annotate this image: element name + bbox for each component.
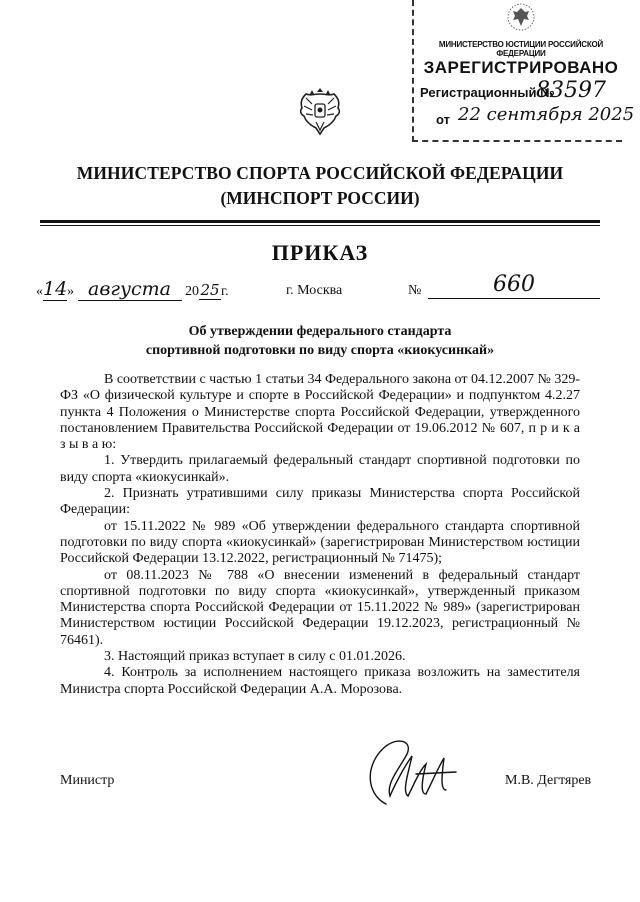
- subject-line-2: спортивной подготовки по виду спорта «киокусинкай»: [145, 343, 495, 358]
- stamp-status: ЗАРЕГИСТРИРОВАНО: [423, 58, 619, 77]
- signer-name: М.В. Дегтярев: [505, 773, 592, 788]
- body-paragraph: 4. Контроль за исполнением настоящего приказа возложить на заместителя Министра спорта Российской Федерации А.А. Морозова.: [60, 665, 580, 697]
- date-open-quote: «: [36, 284, 43, 299]
- body-paragraph: В соответствии с частью 1 статьи 34 Федерального закона от 04.12.2007 № 329-ФЗ «О физической культуре и спорте в Российской Федерации» и подпунктом 4.2.27 пункта 4 Положения о Министерстве спорта Российской Федерации, утвержденного постановлением Правительства Российской Федерации от 19.06.2012 № 607, п р и к а з ы в а ю:: [60, 372, 580, 453]
- order-subject: [60, 322, 580, 360]
- order-year-label: г.: [221, 284, 229, 299]
- body-paragraph: 2. Признать утратившими силу приказы Министерства спорта Российской Федерации:: [60, 486, 580, 518]
- handwritten-signature: [356, 734, 466, 814]
- body-paragraph: от 15.11.2022 № 989 «Об утверждении федерального стандарта спортивной подготовки по виду спорта «киокусинкай» (зарегистрирован Министерством юстиции Российской Федерации 13.12.2022, регистрационный № 71475);: [60, 518, 580, 567]
- order-city: г. Москва: [286, 283, 343, 298]
- order-number-label: №: [408, 283, 422, 298]
- stamp-date-prefix: от: [436, 112, 450, 127]
- header-divider-thin: [40, 225, 600, 226]
- stamp-ministry-name: МИНИСТЕРСТВО ЮСТИЦИИ РОССИЙСКОЙ ФЕДЕРАЦИИ: [438, 40, 604, 58]
- registration-stamp: [412, 0, 635, 142]
- stamp-registration-number: 83597: [536, 78, 606, 103]
- header-divider: [40, 220, 600, 223]
- stamp-registration-date: 22 сентября 2025: [458, 104, 635, 125]
- coat-of-arms-icon: [296, 84, 344, 138]
- order-year-prefix: 20: [185, 284, 199, 299]
- body-paragraph: от 08.11.2023 № 788 «О внесении изменений в федеральный стандарт спортивной подготовки по виду спорта «киокусинкай», утвержденный приказом Министерства спорта Российской Федерации от 15.11.2022 № 989» (зарегистрирован Министерством юстиции Российской Федерации 19.12.2023, регистрационный № 76461).: [60, 567, 580, 648]
- ministry-title: МИНИСТЕРСТВО СПОРТА РОССИЙСКОЙ ФЕДЕРАЦИИ: [76, 163, 564, 183]
- coat-of-arms-icon: [506, 2, 536, 32]
- order-number: 660: [428, 272, 600, 299]
- order-date: [36, 278, 229, 301]
- body-paragraph: 3. Настоящий приказ вступает в силу с 01.01.2026.: [104, 649, 406, 665]
- order-month: августа: [78, 278, 182, 301]
- order-day: 14: [43, 278, 68, 300]
- order-body: [60, 372, 580, 698]
- order-year-suffix: 25: [200, 281, 220, 299]
- body-paragraph: 1. Утвердить прилагаемый федеральный стандарт спортивной подготовки по виду спорта «киокусинкай».: [60, 453, 580, 485]
- signer-title: Министр: [60, 773, 115, 788]
- subject-line-1: Об утверждении федерального стандарта: [188, 324, 452, 339]
- document-title: ПРИКАЗ: [271, 240, 369, 265]
- ministry-short-name: (МИНСПОРТ РОССИИ): [220, 188, 420, 208]
- stamp-registration-label: Регистрационный №: [420, 85, 555, 100]
- date-close-quote: »: [67, 284, 74, 299]
